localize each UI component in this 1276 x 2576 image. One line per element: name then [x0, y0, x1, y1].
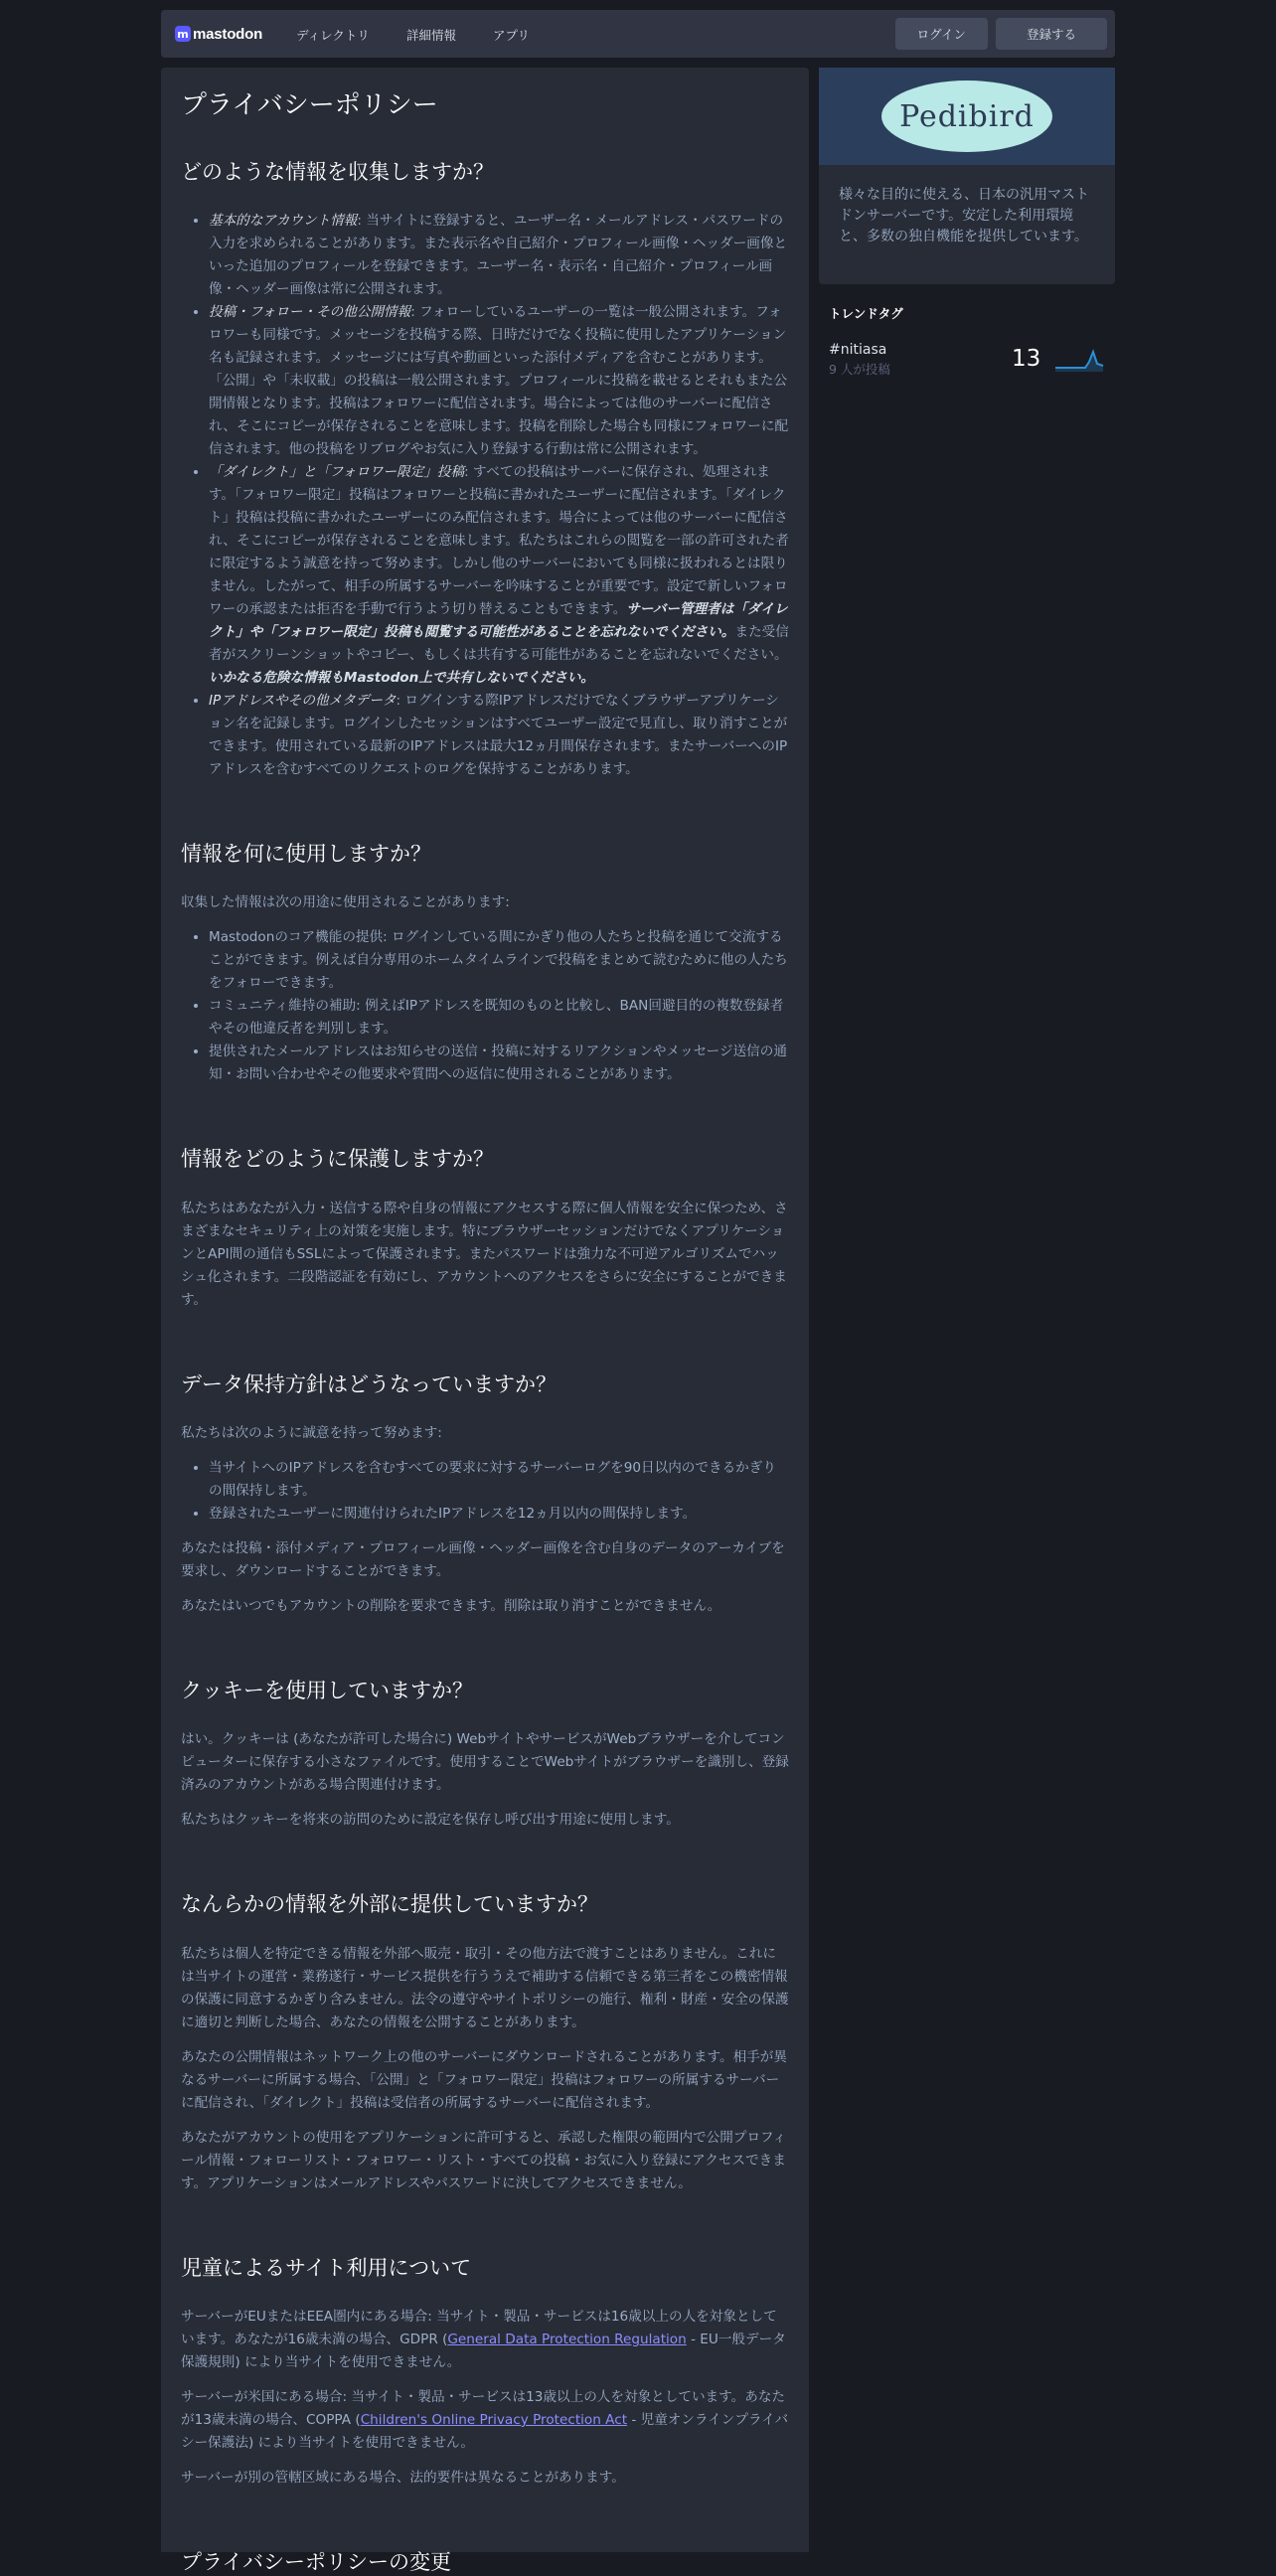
coppa-link[interactable]: Children's Online Privacy Protection Act	[360, 2411, 628, 2428]
list-item-text: : すべての投稿はサーバーに保存され、処理されます。「フォロワー限定」投稿はフォロワーと投稿に書かれたユーザーに配信されます。「ダイレクト」投稿は投稿に書かれたユーザーにのみ配信されます。場合によっては他のサーバーに配信され、そこにコピーが保存されることを意味します。私たちはこれらの閲覧を一部の許可された者に限定するよう誠意を持って努めます。しかし他のサーバーにおいても同様に扱われるとは限りません。したがって、相手の所属するサーバーを吟味することが重要です。設定で新しいフォロワーの承認または拒否を手動で行うよう切り替えることもできます。	[209, 464, 789, 618]
trends-heading: トレンドタグ	[829, 306, 903, 321]
list-item: • コミュニティ維持の補助: 例えばIPアドレスを既知のものと比較し、BAN回避目的の複数登録者やその他違反者を判別します。	[209, 995, 789, 1041]
section-heading-changes: プライバシーポリシーの変更	[181, 2549, 451, 2574]
section-heading-disclosure: なんらかの情報を外部に提供していますか？	[181, 1892, 598, 1917]
paragraph: あなたはいつでもアカウントの削除を要求できます。削除は取り消すことができません。	[181, 1597, 721, 1614]
trend-tag-usage: 9 人が投稿	[829, 362, 890, 377]
mastodon-logo[interactable]	[175, 26, 262, 43]
signup-button[interactable]: 登録する	[996, 18, 1107, 50]
login-button[interactable]: ログイン	[895, 18, 988, 50]
section-heading-use: 情報を何に使用しますか？	[181, 842, 431, 867]
list-item-text: : フォローしているユーザーの一覧は一般公開されます。フォロワーも同様です。メッセージを投稿する際、日時だけでなく投稿に使用したアプリケーション名も記録されます。メッセージには写真や動画といった添付メディアを含むことがあります。「公開」や「未収載」の投稿は一般公開されます。プロフィールに投稿を載せるとそれもまた公開情報となります。投稿はフォロワーに配信されます。場合によっては他のサーバーに配信され、そこにコピーが保存されることを意味します。投稿を削除した場合も同様にフォロワーに配信されます。他の投稿をリブログやお気に入り登録する行動は常に公開されます。	[209, 304, 789, 458]
paragraph: 収集した情報は次の用途に使用されることがあります:	[181, 894, 510, 911]
gdpr-link[interactable]: General Data Protection Regulation	[447, 2331, 687, 2347]
server-info-card	[819, 68, 1115, 284]
use-list	[181, 926, 789, 1086]
list-item: • 登録されたユーザーに関連付けられたIPアドレスを12ヵ月以内の間保持します。	[209, 1503, 789, 1526]
list-item: • 提供されたメールアドレスはお知らせの送信・投稿に対するリアクションやメッセージ送信の通知・お問い合わせやその他要求や質問への返信に使用されることがあります。	[209, 1041, 789, 1086]
list-item	[209, 690, 789, 781]
paragraph: サーバーが別の管轄区域にある場合、法的要件は異なることがあります。	[181, 2469, 625, 2486]
nav-links	[280, 25, 546, 44]
server-logo: Pedibird	[881, 80, 1052, 152]
section-heading-retention: データ保持方針はどうなっていますか？	[181, 1371, 557, 1396]
paragraph: あなたは投稿・添付メディア・プロフィール画像・ヘッダー画像を含む自身のデータのアーカイブを要求し、ダウンロードすることができます。	[181, 1539, 785, 1579]
list-item	[209, 461, 789, 690]
paragraph: 私たちは個人を特定できる情報を外部へ販売・取引・その他方法で渡すことはありません。これには当サイトの運営・業務遂行・サービス提供を行ううえで補助する信頼できる第三者をこの機密情報の保護に同意するかぎり含みません。法令の遵守やサイトポリシーの施行、権利・財産・安全の保護に適切と判断した場合、あなたの情報を公開することがあります。	[181, 1945, 789, 2030]
list-item	[209, 301, 789, 461]
paragraph: 私たちはあなたが入力・送信する際や自身の情報にアクセスする際に個人情報を安全に保つため、さまざまなセキュリティ上の対策を実施します。特にブラウザーセッションだけでなくアプリケーションとAPI間の通信もSSLによって保護されます。またパスワードは強力な不可逆アルゴリズムでハッシュ化されます。二段階認証を有効にし、アカウントへのアクセスをさらに安全にすることができます。	[181, 1200, 788, 1308]
section-heading-children: 児童によるサイト利用について	[181, 2255, 472, 2280]
warning-text: いかなる危険な情報もMastodon上で共有しないでください。	[209, 670, 595, 687]
paragraph: 私たちは次のように誠意を持って努めます:	[181, 1424, 442, 1441]
list-item: • Mastodonのコア機能の提供: ログインしている間にかぎり他の人たちと投稿を通じて交流することができます。例えば自分専用のホームタイムラインで投稿をまとめて読むために他の人たちをフォローできます。	[209, 926, 789, 995]
server-description: 様々な目的に使える、日本の汎用マストドンサーバーです。安定した利用環境と、多数の独自機能を提供しています。	[839, 187, 1089, 244]
retention-list	[181, 1457, 789, 1526]
collect-list	[181, 210, 789, 781]
paragraph: あなたがアカウントの使用をアプリケーションに許可すると、承認した権限の範囲内で公開プロフィール情報・フォローリスト・フォロワー・リスト・すべての投稿・お気に入り登録にアクセスできます。アプリケーションはメールアドレスやパスワードに決してアクセスできません。	[181, 2129, 787, 2191]
section-heading-collect: どのような情報を収集しますか？	[181, 159, 494, 184]
list-item-text: : ログインする際IPアドレスだけでなくブラウザーアプリケーション名を記録します。ログインしたセッションはすべてユーザー設定で見直し、取り消すことができます。使用されている最新のIPアドレスは最大12ヵ月間保存されます。またサーバーへのIPアドレスを含むすべてのリクエストのログを保持することがあります。	[209, 693, 788, 778]
paragraph: 私たちはクッキーを将来の訪問のために設定を保存し呼び出す用途に使用します。	[181, 1812, 680, 1829]
nav-apps-link[interactable]: アプリ	[493, 27, 531, 43]
auth-buttons	[895, 18, 1107, 50]
paragraph: はい。クッキーは (あなたが許可した場合に) WebサイトやサービスがWebブラウザーを介してコンピューターに保存する小さなファイルです。使用することでWebサイトがブラウザーを識別し、登録済みのアカウントがある場合関連付けます。	[181, 1731, 789, 1794]
page-title: プライバシーポリシー	[181, 90, 438, 120]
paragraph	[181, 2386, 789, 2455]
paragraph: あなたの公開情報はネットワーク上の他のサーバーにダウンロードされることがあります。相手が異なるサーバーに所属する場合、「公開」と「フォロワー限定」投稿はフォロワーの所属するサーバーに配信され、「ダイレクト」投稿は受信者の所属するサーバーに配信されます。	[181, 2048, 787, 2111]
list-item-text: : 当サイトに登録すると、ユーザー名・メールアドレス・パスワードの入力を求められることがあります。また表示名や自己紹介・プロフィール画像・ヘッダー画像といった追加のプロフィールを登録できます。ユーザー名・表示名・自己紹介・プロフィール画像・ヘッダー画像は常に公開されます。	[209, 213, 788, 298]
warning-text: サーバー管理者は「ダイレクト」や「フォロワー限定」投稿も閲覧する可能性があることを忘れないでください。	[209, 601, 788, 641]
paragraph	[181, 2306, 789, 2374]
top-nav-bar	[161, 10, 1115, 58]
list-item-term: 「ダイレクト」と「フォロワー限定」投稿	[209, 464, 465, 481]
nav-about-link[interactable]: 詳細情報	[405, 27, 456, 43]
mastodon-logo-icon: m	[175, 26, 191, 42]
list-item-term: 基本的なアカウント情報	[209, 213, 358, 230]
logo-text: mastodon	[193, 25, 263, 43]
trend-sparkline-icon	[1055, 346, 1103, 372]
list-item-text: また受信者がスクリーンショットやコピー、もしくは共有する可能性があることを忘れないでください。	[209, 624, 789, 664]
trending-tag[interactable]	[829, 342, 1107, 382]
paragraph-text: サーバーが米国にある場合: 当サイト・製品・サービスは13歳以上の人を対象としています。あなたが13歳未満の場合、COPPA (	[181, 2388, 786, 2428]
list-item	[209, 210, 789, 301]
section-heading-cookies: クッキーを使用していますか？	[181, 1678, 473, 1702]
paragraph-text: - 児童オンラインプライバシー保護法) により当サイトを使用できません。	[181, 2411, 789, 2451]
paragraph-text: サーバーがEUまたはEEA圏内にある場合: 当サイト・製品・サービスは16歳以上の人を対象としています。あなたが16歳未満の場合、GDPR (	[181, 2308, 777, 2347]
trend-tag-name[interactable]: #nitiasa	[829, 342, 887, 358]
section-heading-protect: 情報をどのように保護しますか？	[181, 1147, 494, 1172]
paragraph-text: - EU一般データ保護規則) により当サイトを使用できません。	[181, 2331, 786, 2370]
nav-directory-link[interactable]: ディレクトリ	[296, 27, 370, 43]
list-item: • 当サイトへのIPアドレスを含むすべての要求に対するサーバーログを90日以内のできるかぎりの間保持します。	[209, 1457, 789, 1503]
server-hero-image	[819, 68, 1115, 165]
privacy-policy-article	[161, 68, 809, 2574]
list-item-term: IPアドレスやその他メタデータ	[209, 693, 397, 710]
trend-tag-count: 13	[1012, 346, 1041, 372]
list-item-term: 投稿・フォロー・その他公開情報	[209, 304, 411, 321]
